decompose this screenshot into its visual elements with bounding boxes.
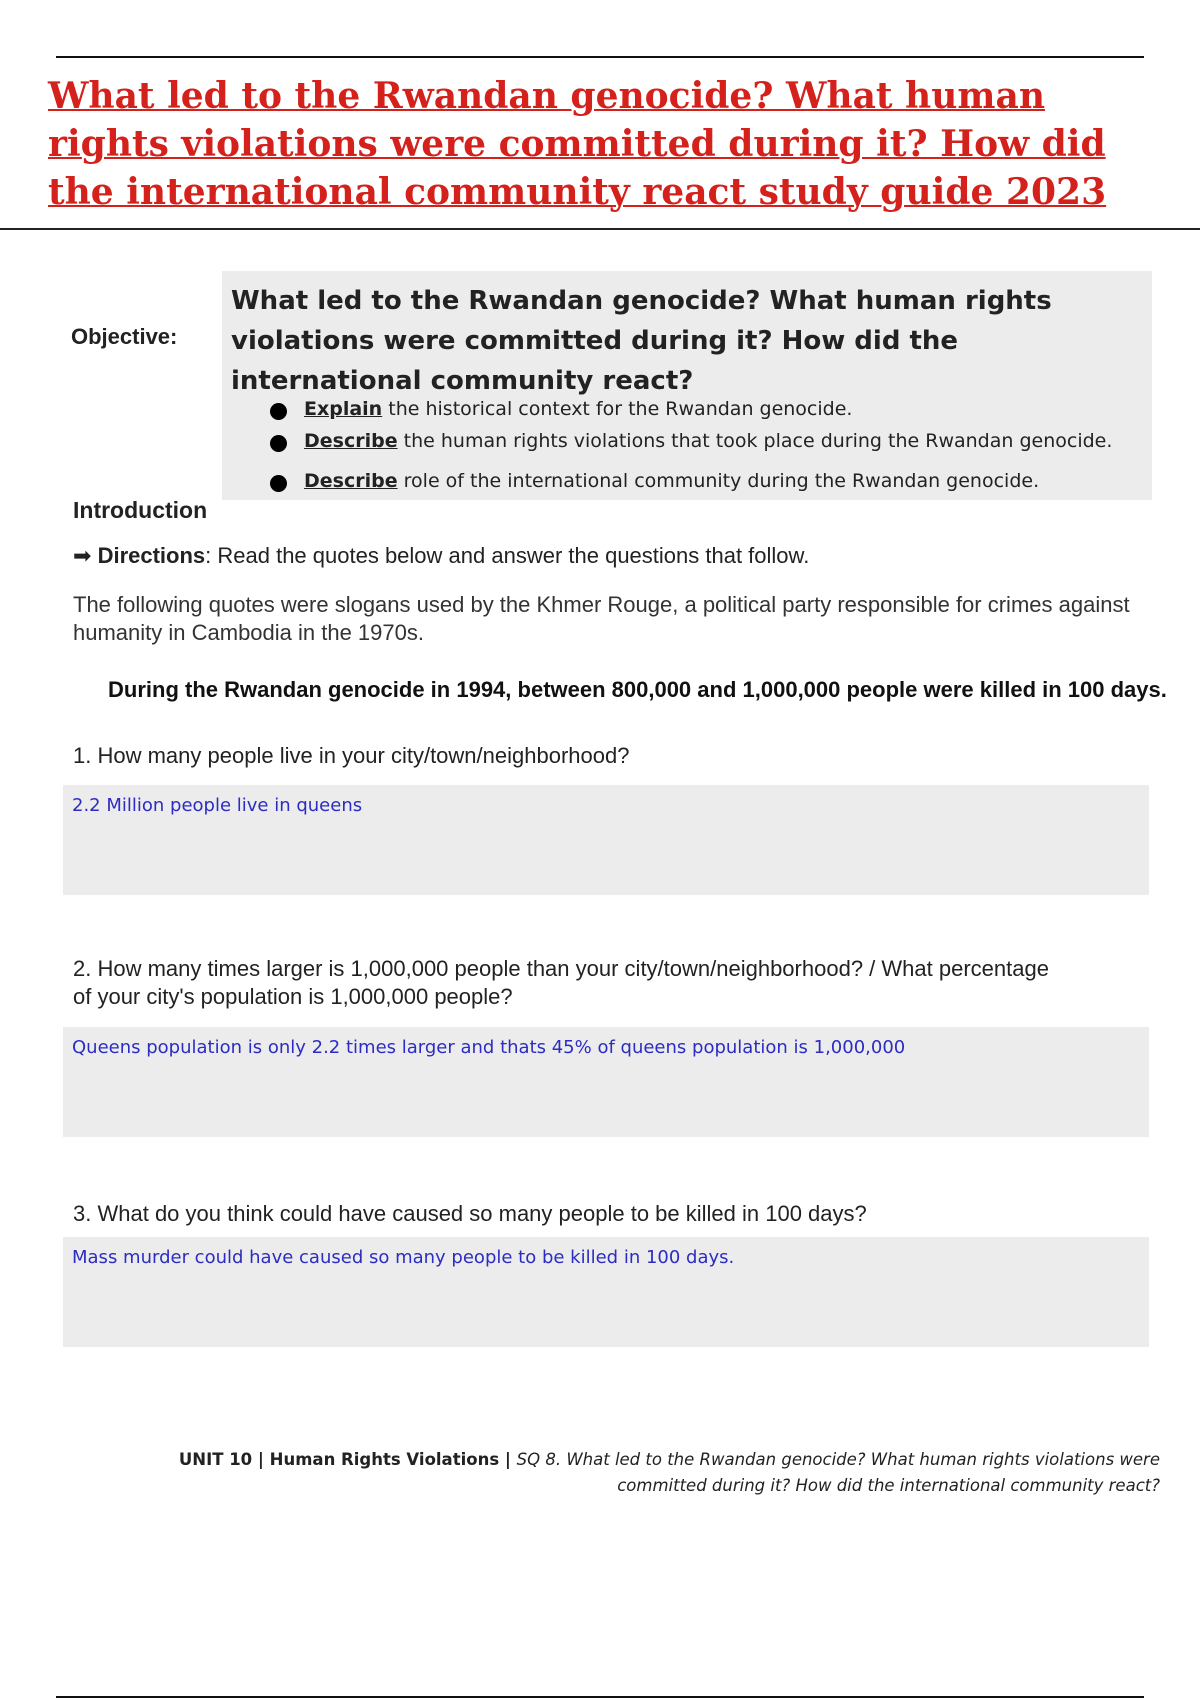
question-text: What do you think could have caused so many people to be killed in 100 days?	[97, 1201, 867, 1226]
question-3	[73, 1200, 867, 1228]
question-number: 2.	[73, 956, 92, 981]
answer-text: Queens population is only 2.2 times larger and thats 45% of queens population is 1,000,000	[72, 1037, 906, 1058]
objective-item	[268, 398, 1112, 430]
footer-unit: UNIT 10 | Human Rights Violations |	[178, 1450, 517, 1469]
bullet-icon	[270, 475, 287, 492]
question-2	[73, 955, 1073, 1011]
answer-field-2[interactable]	[63, 1027, 1149, 1137]
page-footer	[100, 1447, 1160, 1499]
title-divider	[0, 228, 1200, 230]
bullet-icon	[270, 435, 287, 452]
directions-label: Directions	[97, 543, 206, 568]
objective-verb: Explain	[304, 398, 383, 420]
objective-text: role of the international community during the Rwandan genocide.	[397, 470, 1040, 492]
top-rule	[56, 56, 1144, 58]
question-text: How many people live in your city/town/neighborhood?	[97, 743, 630, 768]
directions-text: : Read the quotes below and answer the questions that follow.	[205, 543, 810, 568]
question-number: 1.	[73, 743, 92, 768]
objective-verb: Describe	[304, 470, 398, 492]
answer-text: Mass murder could have caused so many people to be killed in 100 days.	[72, 1247, 735, 1268]
genocide-fact: During the Rwandan genocide in 1994, between 800,000 and 1,000,000 people were killed in 100 days.	[108, 677, 1167, 702]
objective-text: the historical context for the Rwandan genocide.	[382, 398, 853, 420]
answer-field-1[interactable]	[63, 785, 1149, 895]
question-number: 3.	[73, 1201, 92, 1226]
objective-heading: What led to the Rwandan genocide? What human rights violations were committed during it? How did the international community react?	[231, 286, 1052, 396]
introduction-label: Introduction	[73, 497, 208, 523]
objective-verb: Describe	[304, 430, 398, 452]
page-title: What led to the Rwandan genocide? What human rights violations were committed during it? How did the international community react study guide 2023	[48, 75, 1107, 213]
answer-field-3[interactable]	[63, 1237, 1149, 1347]
quotes-intro: The following quotes were slogans used by the Khmer Rouge, a political party responsible for crimes against humanity in Cambodia in the 1970s.	[73, 592, 1130, 645]
question-text: How many times larger is 1,000,000 people than your city/town/neighborhood? / What percentage of your city's population is 1,000,000 people?	[73, 956, 1049, 1009]
objective-list	[268, 398, 1112, 500]
objective-text: the human rights violations that took place during the Rwandan genocide.	[397, 430, 1113, 452]
objective-label: Objective:	[71, 324, 178, 349]
directions	[73, 543, 809, 569]
objective-item	[268, 430, 1112, 470]
bullet-icon	[270, 403, 287, 420]
answer-text: 2.2 Million people live in queens	[72, 795, 363, 816]
objective-item	[268, 470, 1112, 500]
arrow-icon: ➡	[73, 543, 92, 568]
question-1	[73, 742, 629, 770]
footer-sq: SQ 8. What led to the Rwandan genocide? What human rights violations were committed during it? How did the international community react?	[516, 1450, 1160, 1495]
bottom-rule	[56, 1696, 1144, 1698]
